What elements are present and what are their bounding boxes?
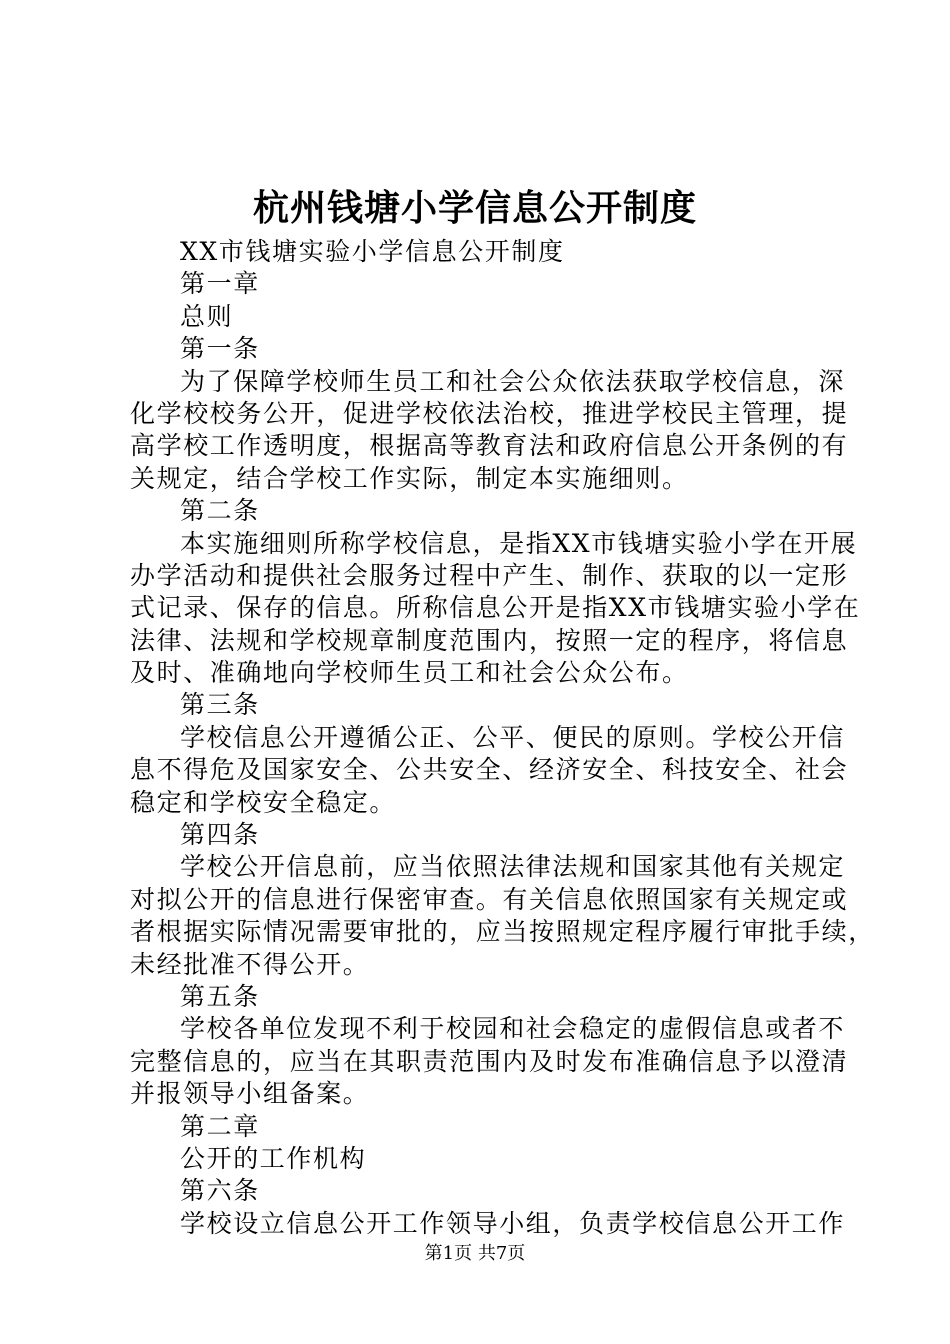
body-line: 学校信息公开遵循公正、公平、便民的原则。学校公开信 (180, 722, 846, 752)
body-line: 高学校工作透明度，根据高等教育法和政府信息公开条例的有 (130, 431, 849, 461)
body-line: XX市钱塘实验小学信息公开制度 (180, 237, 565, 266)
body-line: 第五条 (180, 981, 260, 1011)
body-line: 本实施细则所称学校信息，是指XX市钱塘实验小学在开展 (180, 528, 858, 558)
body-line: 第三条 (180, 690, 260, 720)
body-line: 第二条 (180, 496, 260, 526)
body-line: 总则 (180, 301, 234, 331)
page-footer: 第1页 共7页 (424, 1243, 526, 1264)
body-line: 并报领导小组备案。 (130, 1079, 370, 1109)
document-title: 杭州钱塘小学信息公开制度 (252, 187, 697, 229)
body-line: 第二章 (180, 1111, 260, 1141)
body-line: 法律、法规和学校规章制度范围内，按照一定的程序，将信息 (130, 625, 849, 655)
body-line: 完整信息的，应当在其职责范围内及时发布准确信息予以澄清 (130, 1046, 849, 1076)
body-line: 办学活动和提供社会服务过程中产生、制作、获取的以一定形 (130, 560, 849, 590)
body-line: 息不得危及国家安全、公共安全、经济安全、科技安全、社会 (130, 755, 849, 785)
body-line: 公开的工作机构 (180, 1143, 367, 1173)
body-line: 第一章 (180, 269, 260, 299)
body-line: 关规定，结合学校工作实际，制定本实施细则。 (130, 463, 689, 493)
body-line: 稳定和学校安全稳定。 (130, 787, 397, 817)
body-line: 为了保障学校师生员工和社会公众依法获取学校信息，深 (180, 366, 846, 396)
body-line: 未经批准不得公开。 (130, 949, 370, 979)
body-line: 学校各单位发现不利于校园和社会稳定的虚假信息或者不 (180, 1014, 846, 1044)
body-line: 学校设立信息公开工作领导小组，负责学校信息公开工作 (180, 1208, 846, 1238)
body-line: 对拟公开的信息进行保密审查。有关信息依照国家有关规定或 (130, 884, 849, 914)
body-line: 第四条 (180, 820, 260, 850)
body-line: 第一条 (180, 334, 260, 364)
body-line: 式记录、保存的信息。所称信息公开是指XX市钱塘实验小学在 (130, 593, 861, 623)
body-line: 第六条 (180, 1176, 260, 1206)
body-line: 及时、准确地向学校师生员工和社会公众公布。 (130, 658, 689, 688)
document-body (130, 236, 875, 1240)
body-line: 学校公开信息前，应当依照法律法规和国家其他有关规定 (180, 852, 846, 882)
body-line: 者根据实际情况需要审批的，应当按照规定程序履行审批手续， (130, 917, 875, 947)
body-line: 化学校校务公开，促进学校依法治校，推进学校民主管理，提 (130, 398, 849, 428)
